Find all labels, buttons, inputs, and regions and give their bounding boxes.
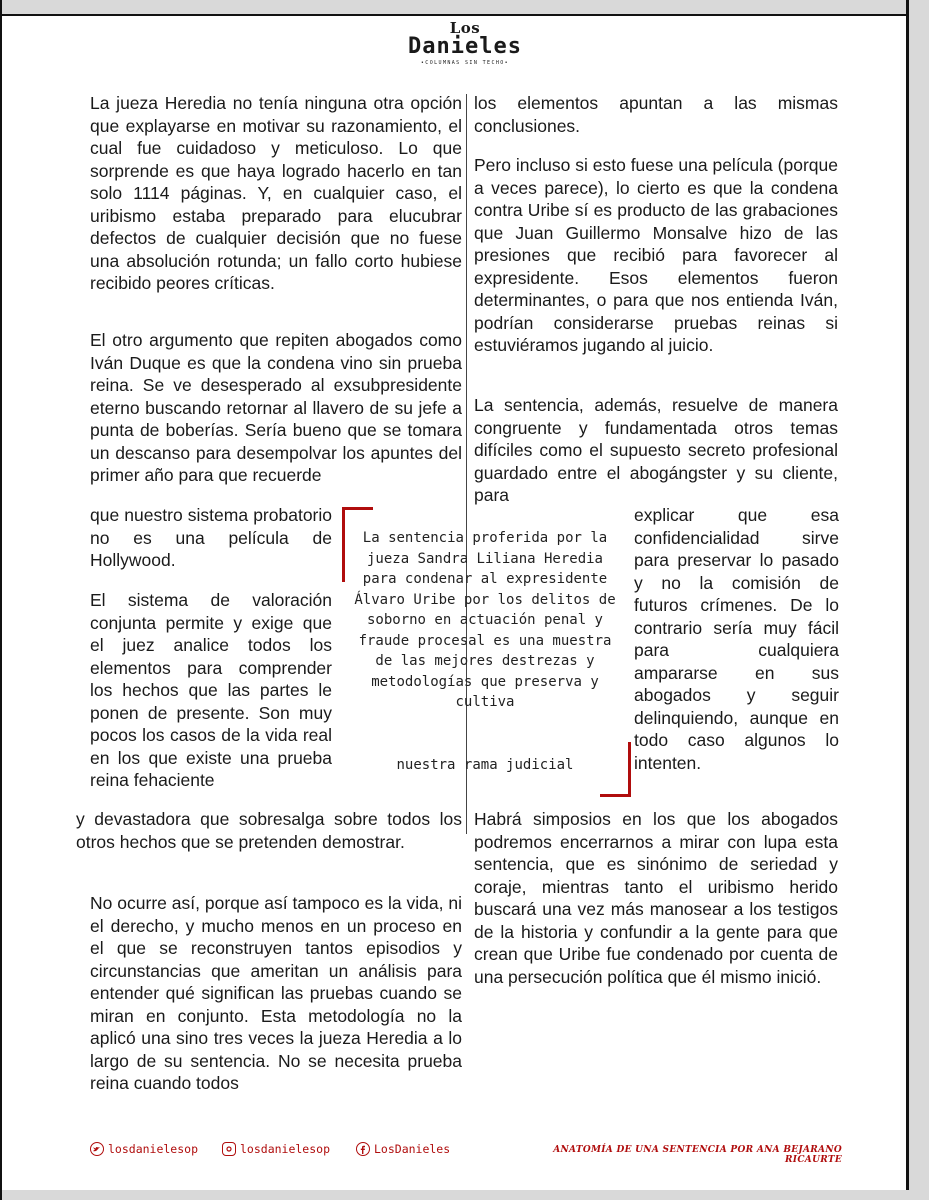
pull-quote-last-line: nuestra rama judicial <box>396 757 574 773</box>
paragraph-7: La sentencia, además, resuelve de manera congruente y fundamentada otros temas difíciles como el supuesto secreto profesional guardado entre el abogángster y su cliente, para <box>474 395 838 505</box>
article-credit: ANATOMÍA DE UNA SENTENCIA POR ANA BEJARANO RICAURTE <box>553 1145 842 1165</box>
twitter-icon <box>90 1142 104 1156</box>
logo <box>400 20 530 66</box>
paragraph-5: los elementos apuntan a las mismas conclusiones. <box>474 93 838 136</box>
footer-twitter[interactable] <box>90 1142 198 1156</box>
instagram-icon <box>222 1142 236 1156</box>
page-frame-left <box>0 0 2 1200</box>
paragraph-2: El otro argumento que repiten abogados como Iván Duque es que la condena vino sin prueba reina. Se ve desesperado al exsubpresidente eterno buscando retornar al llavero de su jefe a punta de boberías. Sería bueno que se tomara un descanso para desempolvar los apuntes del primer año para que recuerde <box>90 330 462 485</box>
page-frame-bottom <box>0 1190 929 1200</box>
footer-facebook[interactable] <box>356 1142 450 1156</box>
facebook-icon <box>356 1142 370 1156</box>
paragraph-1: La jueza Heredia no tenía ninguna otra opción que explayarse en motivar su razonamiento, el cual fue cuidadoso y meticuloso. Lo que sorprende es que haya logrado hacerlo en tan solo 1114 páginas. Y, en cualquier caso, el uribismo estaba preparado para elucubrar defectos de cualquier decisión que no fuese una absolución rotunda; un fallo corto hubiese recibido peores críticas. <box>90 93 462 293</box>
paragraph-6: Pero incluso si esto fuese una película (porque a veces parece), lo cierto es que la condena contra Uribe sí es producto de las grabaciones que Juan Guillermo Monsalve hizo de las presiones que recibió para favorecer al expresidente. Esos elementos fueron determinantes, o para que nos entienda Iván, podrían considerarse pruebas reinas si estuviéramos jugando al juicio. <box>474 155 838 355</box>
instagram-handle: losdanielesop <box>240 1142 331 1156</box>
column-divider <box>466 94 467 834</box>
footer-instagram[interactable] <box>222 1142 330 1156</box>
facebook-handle: LosDanieles <box>374 1142 451 1156</box>
logo-subtitle: •COLUMNAS SIN TECHO• <box>420 60 510 66</box>
twitter-handle: losdanielesop <box>108 1142 199 1156</box>
paragraph-3: El sistema de valoración conjunta permite y exige que el juez analice todos los elementos para comprender los hechos que las partes le ponen de presente. Son muy pocos los casos de la vida real en los que existe una prueba reina fehaciente <box>90 590 332 790</box>
paragraph-3-cont: y devastadora que sobresalga sobre todos los otros hechos que se pretenden demostrar. <box>76 809 462 852</box>
page-frame-top <box>0 0 929 16</box>
pull-quote: La sentencia proferida por la jueza Sandra Liliana Heredia para condenar al expresidente Álvaro Uribe por los delitos de soborno en actuación penal y fraude procesal es una muestra de las mejores destrezas y metodologías que preserva y cultiva <box>354 530 616 710</box>
paragraph-2-cont: que nuestro sistema probatorio no es una película de Hollywood. <box>90 505 332 570</box>
paragraph-8: Habrá simposios en los que los abogados podremos encerrarnos a mirar con lupa esta sentencia, que es sinónimo de seriedad y coraje, mientras tanto el uribismo herido buscará una vez más manosear a los testigos de la historia y confundir a la gente para que crean que Uribe fue condenado por cuenta de una persecución política que él mismo inició. <box>474 809 838 987</box>
paragraph-7-cont: explicar que esa confidencialidad sirve para preservar lo pasado y no la comisión de futuros crímenes. De lo contrario sería muy fácil para cualquiera ampararse en sus abogados y seguir delinquiendo, aunque en todo caso algunos lo intenten. <box>634 505 839 773</box>
paragraph-4: No ocurre así, porque así tampoco es la vida, ni el derecho, y mucho menos en un proceso en el que se reconstruyen tantos episodios y circunstancias que ameritan un análisis para entender qué significan las pruebas cuando se miran en conjunto. Esta metodología no la aplicó una sino tres veces la jueza Heredia a lo largo de su sentencia. No se necesita prueba reina cuando todos <box>90 893 462 1093</box>
logo-top: Los <box>449 19 481 37</box>
logo-main: Danieles <box>408 34 522 59</box>
page-frame-right <box>906 0 929 1200</box>
